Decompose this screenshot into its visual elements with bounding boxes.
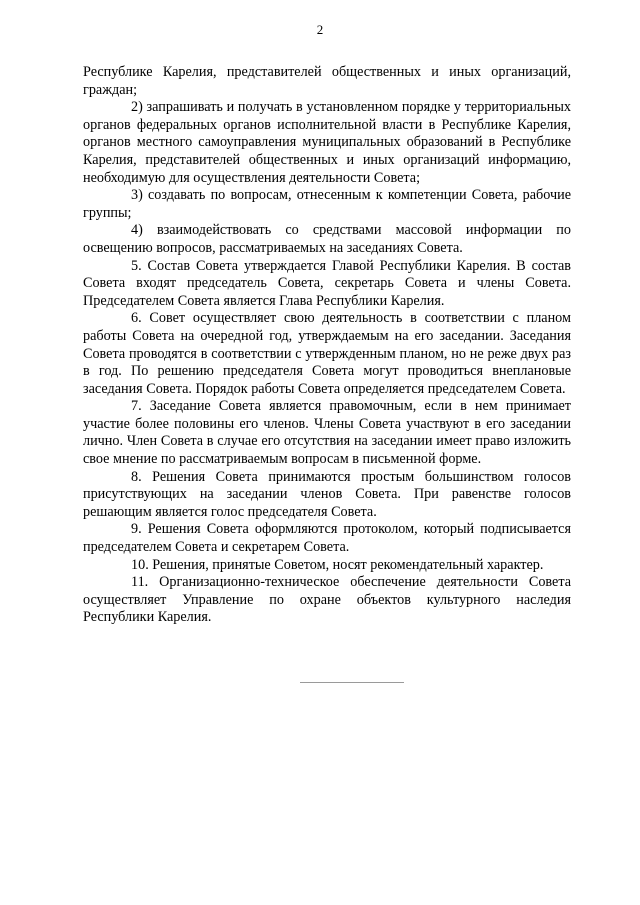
end-of-document-rule (300, 682, 404, 683)
paragraph-item-4: 4) взаимодействовать со средствами массовой информации по освещению вопросов, рассматриваемых на заседаниях Совета. (83, 222, 571, 256)
page-number: 2 (316, 22, 324, 37)
document-body (83, 64, 571, 627)
paragraph-continuation: Республике Карелия, представителей общественных и иных организаций, граждан; (83, 64, 571, 98)
paragraph-clause-7: 7. Заседание Совета является правомочным, если в нем принимает участие более половины его членов. Члены Совета участвуют в его заседании лично. Член Совета в случае его отсутствия на заседании имеет право изложить свое мнение по рассматриваемым вопросам в письменной форме. (83, 398, 571, 468)
paragraph-clause-5: 5. Состав Совета утверждается Главой Республики Карелия. В состав Совета входят председатель Совета, секретарь Совета и члены Совета. Председателем Совета является Глава Республики Карелия. (83, 257, 571, 309)
paragraph-clause-8: 8. Решения Совета принимаются простым большинством голосов присутствующих на заседании членов Совета. При равенстве голосов решающим является голос председателя Совета. (83, 468, 571, 520)
paragraph-clause-9: 9. Решения Совета оформляются протоколом, который подписывается председателем Совета и секретарем Совета. (83, 521, 571, 556)
paragraph-item-2: 2) запрашивать и получать в установленном порядке у территориальных органов федеральных органов исполнительной власти в Республике Карелия, органов местного самоуправления муниципальных образований в Республике Карелия, представителей общественных и иных организаций информацию, необходимую для осуществления деятельности Совета; (83, 99, 571, 186)
paragraph-clause-10: 10. Решения, принятые Советом, носят рекомендательный характер. (131, 556, 544, 573)
paragraph-item-3: 3) создавать по вопросам, отнесенным к компетенции Совета, рабочие группы; (83, 187, 571, 221)
paragraph-clause-11: 11. Организационно-техническое обеспечение деятельности Совета осуществляет Управление по охране объектов культурного наследия Республики Карелия. (83, 574, 571, 626)
paragraph-clause-6: 6. Совет осуществляет свою деятельность в соответствии с планом работы Совета на очередной год, утверждаемым на его заседании. Заседания Совета проводятся в соответствии с утвержденным планом, но не реже двух раз в год. По решению председателя Совета могут проводиться внеплановые заседания Совета. Порядок работы Совета определяется председателем Совета. (83, 310, 571, 397)
